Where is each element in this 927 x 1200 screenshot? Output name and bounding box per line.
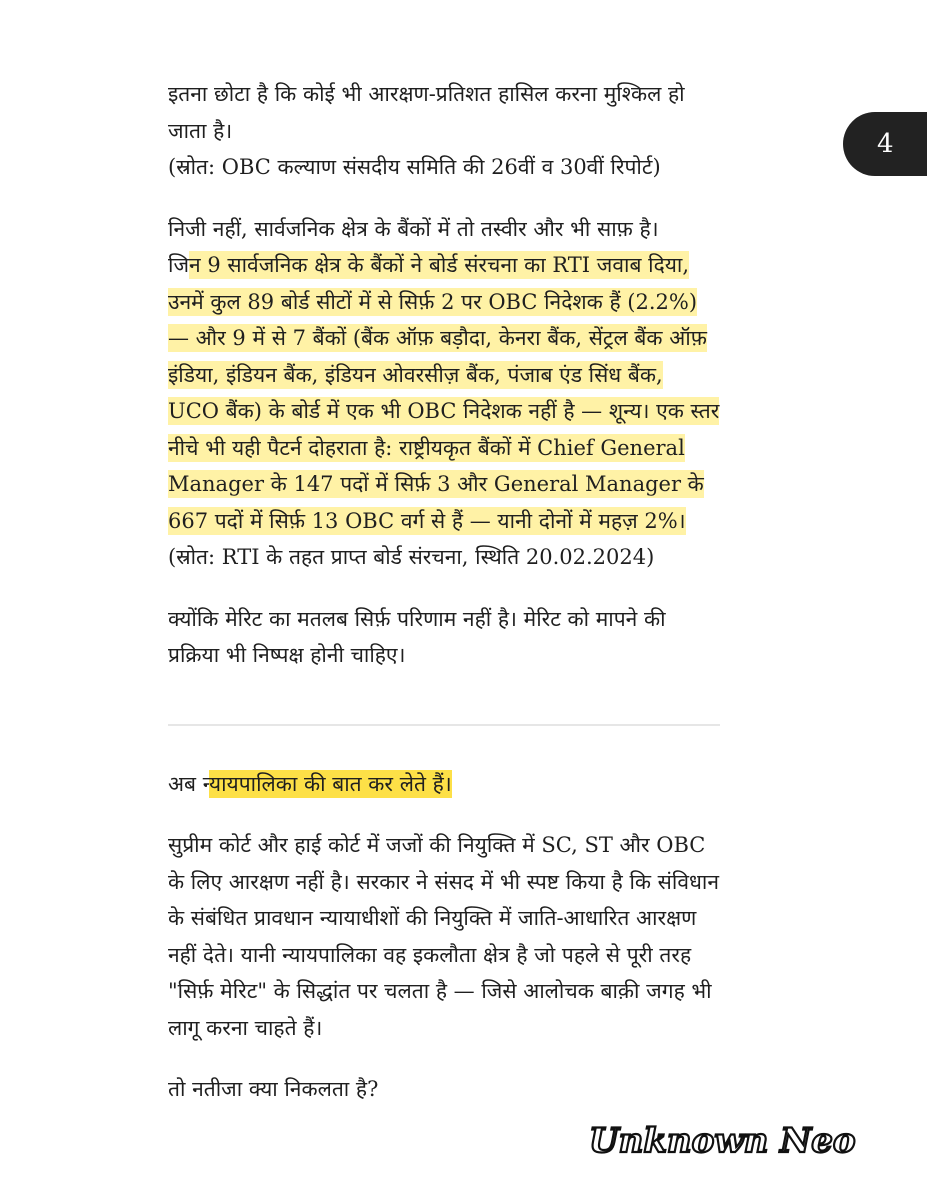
- highlighted-heading: यायपालिका की बात कर लेते हैं।: [208, 771, 452, 796]
- paragraph-judiciary-heading: [168, 766, 720, 803]
- highlighted-text: न 9 सार्वजनिक क्षेत्र के बैंकों ने बोर्ड संरचना का RTI जवाब दिया, उनमें कुल 89 बोर्ड सीटों में से सिर्फ़ 2 पर OBC निदेशक हैं (2.2%) — और 9 में से 7 बैंकों (बैंक ऑफ़ बड़ौदा, केनरा बैंक, सेंट्रल बैंक ऑफ़ इंडिया, इंडियन बैंक, इंडियन ओवरसीज़ बैंक, पंजाब एंड सिंध बैंक, UCO बैंक) के बोर्ड में एक भी OBC निदेशक नहीं है — शून्य। एक स्तर नीचे भी यही पैटर्न दोहराता है: राष्ट्रीयकृत बैंकों में Chief General Manager के 147 पदों में सिर्फ़ 3 और General Manager के 667 पदों में सिर्फ़ 13 OBC वर्ग से हैं — यानी दोनों में महज़ 2%।: [168, 253, 720, 533]
- heading-prefix: अब न्: [168, 771, 209, 796]
- source-citation: (स्रोत: OBC कल्याण संसदीय समिति की 26वीं व 30वीं रिपोर्ट): [168, 155, 661, 179]
- paragraph-lead: निजी नहीं, सार्वजनिक क्षेत्र के बैंकों में तो तस्वीर और भी साफ़ है।: [168, 216, 659, 241]
- unknown-neo-watermark: [583, 1114, 883, 1166]
- paragraph-bank-data: [168, 211, 720, 576]
- watermark-text: Unknown Neo: [589, 1121, 856, 1161]
- paragraph-text: इतना छोटा है कि कोई भी आरक्षण-प्रतिशत हासिल करना मुश्किल हो जाता है।: [168, 82, 685, 143]
- page-number: 4: [877, 129, 894, 159]
- article-body: [168, 76, 720, 1108]
- section-divider: [168, 724, 720, 726]
- highlight-prefix: जि: [168, 253, 190, 277]
- source-citation: (स्रोत: RTI के तहत प्राप्त बोर्ड संरचना, स्थिति 20.02.2024): [168, 545, 655, 569]
- paragraph-merit: क्योंकि मेरिट का मतलब सिर्फ़ परिणाम नहीं है। मेरिट को मापने की प्रक्रिया भी निष्पक्ष होनी चाहिए।: [168, 606, 666, 667]
- paragraph-conclusion-question: तो नतीजा क्या निकलता है?: [168, 1077, 379, 1101]
- page-number-badge: [843, 112, 927, 176]
- paragraph-intro-continuation: [168, 76, 720, 186]
- paragraph-judiciary: सुप्रीम कोर्ट और हाई कोर्ट में जजों की नियुक्ति में SC, ST और OBC के लिए आरक्षण नहीं है। सरकार ने संसद में भी स्पष्ट किया है कि संविधान के संबंधित प्रावधान न्यायाधीशों की नियुक्ति में जाति-आधारित आरक्षण नहीं देते। यानी न्यायपालिका वह इकलौता क्षेत्र है जो पहले से पूरी तरह "सिर्फ़ मेरिट" के सिद्धांत पर चलता है — जिसे आलोचक बाक़ी जगह भी लागू करना चाहते हैं।: [168, 833, 720, 1040]
